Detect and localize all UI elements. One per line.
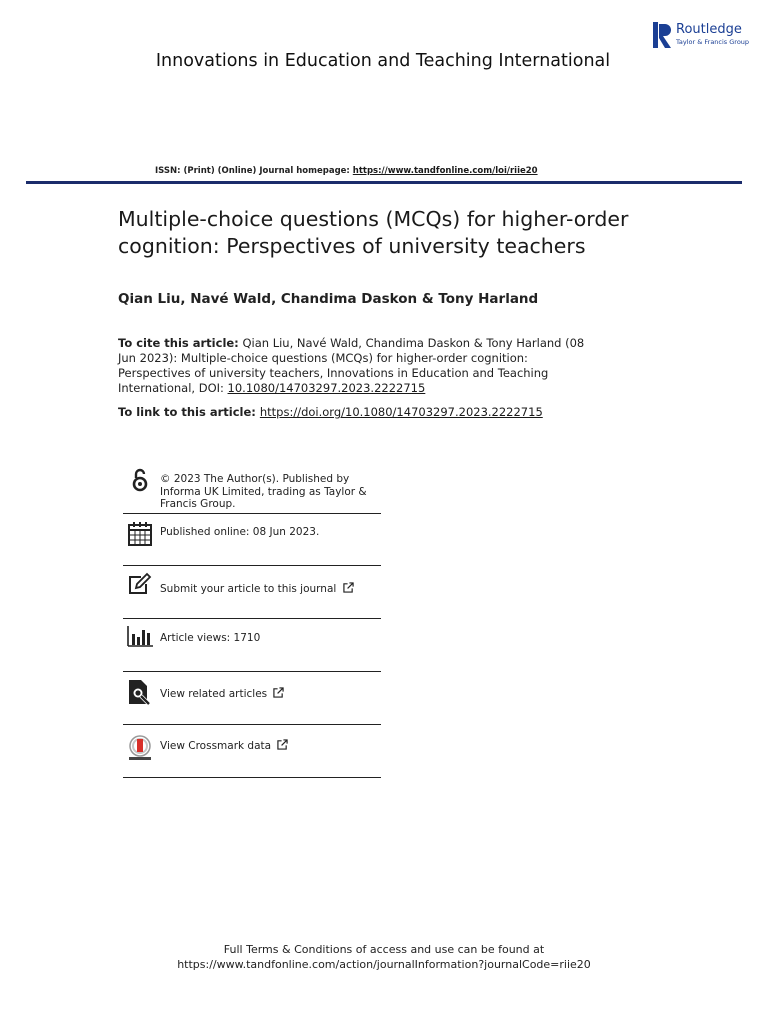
- issn-line: [155, 166, 538, 176]
- info-row-published: [123, 513, 381, 566]
- footer-terms: Full Terms & Conditions of access and use can be found at: [223, 943, 545, 956]
- info-row-related[interactable]: [123, 671, 381, 725]
- crossmark-icon: [127, 735, 153, 761]
- info-row-views: [123, 618, 381, 672]
- submit-label: Submit your article to this journal: [160, 583, 337, 595]
- submit-article-link[interactable]: [160, 582, 385, 596]
- publisher-brand: Routledge: [676, 22, 742, 37]
- cite-doi-link[interactable]: 10.1080/14703297.2023.2222715: [227, 381, 426, 395]
- publisher-logo: [653, 22, 748, 50]
- article-title: Multiple-choice questions (MCQs) for higher-order cognition: Perspectives of university teachers: [118, 207, 629, 258]
- external-link-icon: [273, 687, 284, 698]
- info-row-copyright: [123, 463, 381, 514]
- search-document-icon: [127, 679, 153, 705]
- article-authors: Qian Liu, Navé Wald, Chandima Daskon & Tony Harland: [118, 291, 539, 307]
- routledge-logo-icon: [653, 22, 673, 48]
- external-link-icon: [277, 739, 288, 750]
- publisher-subtitle: Taylor & Francis Group: [676, 38, 750, 46]
- journal-title: Innovations in Education and Teaching International: [155, 51, 611, 71]
- bar-chart-icon: [127, 624, 153, 650]
- header-rule: [26, 181, 742, 184]
- journal-homepage-link[interactable]: https://www.tandfonline.com/loi/riie20: [352, 166, 538, 176]
- published-text: Published online: 08 Jun 2023.: [160, 526, 320, 538]
- calendar-icon: [127, 521, 153, 547]
- related-articles-link[interactable]: [160, 687, 385, 701]
- issn-prefix: ISSN: (Print) (Online) Journal homepage:: [155, 166, 353, 176]
- open-access-icon: [127, 467, 153, 493]
- external-link-icon: [343, 582, 354, 593]
- info-row-crossmark[interactable]: [123, 724, 381, 778]
- footer-terms-url[interactable]: https://www.tandfonline.com/action/journalInformation?journalCode=riie20: [177, 958, 591, 971]
- crossmark-link[interactable]: [160, 739, 385, 753]
- link-block: [118, 405, 588, 420]
- cite-label: To cite this article:: [118, 336, 239, 350]
- crossmark-label: View Crossmark data: [160, 740, 272, 752]
- article-views-text: Article views: 1710: [160, 632, 261, 644]
- cite-text: Qian Liu, Navé Wald, Chandima Daskon & Tony Harland (08 Jun 2023): Multiple-choice questions (MCQs) for higher-order cognition: Perspectives of university teachers, Innovations in Education and Teaching International, DOI:: [118, 336, 585, 395]
- edit-icon: [127, 572, 153, 598]
- cite-block: [118, 336, 588, 396]
- footer: [0, 942, 768, 972]
- copyright-text: © 2023 The Author(s). Published by Informa UK Limited, trading as Taylor & Francis Group.: [160, 473, 367, 510]
- related-label: View related articles: [160, 688, 268, 700]
- link-label: To link to this article:: [118, 405, 260, 419]
- info-row-submit[interactable]: [123, 565, 381, 619]
- article-doi-link[interactable]: https://doi.org/10.1080/14703297.2023.2222715: [259, 405, 543, 419]
